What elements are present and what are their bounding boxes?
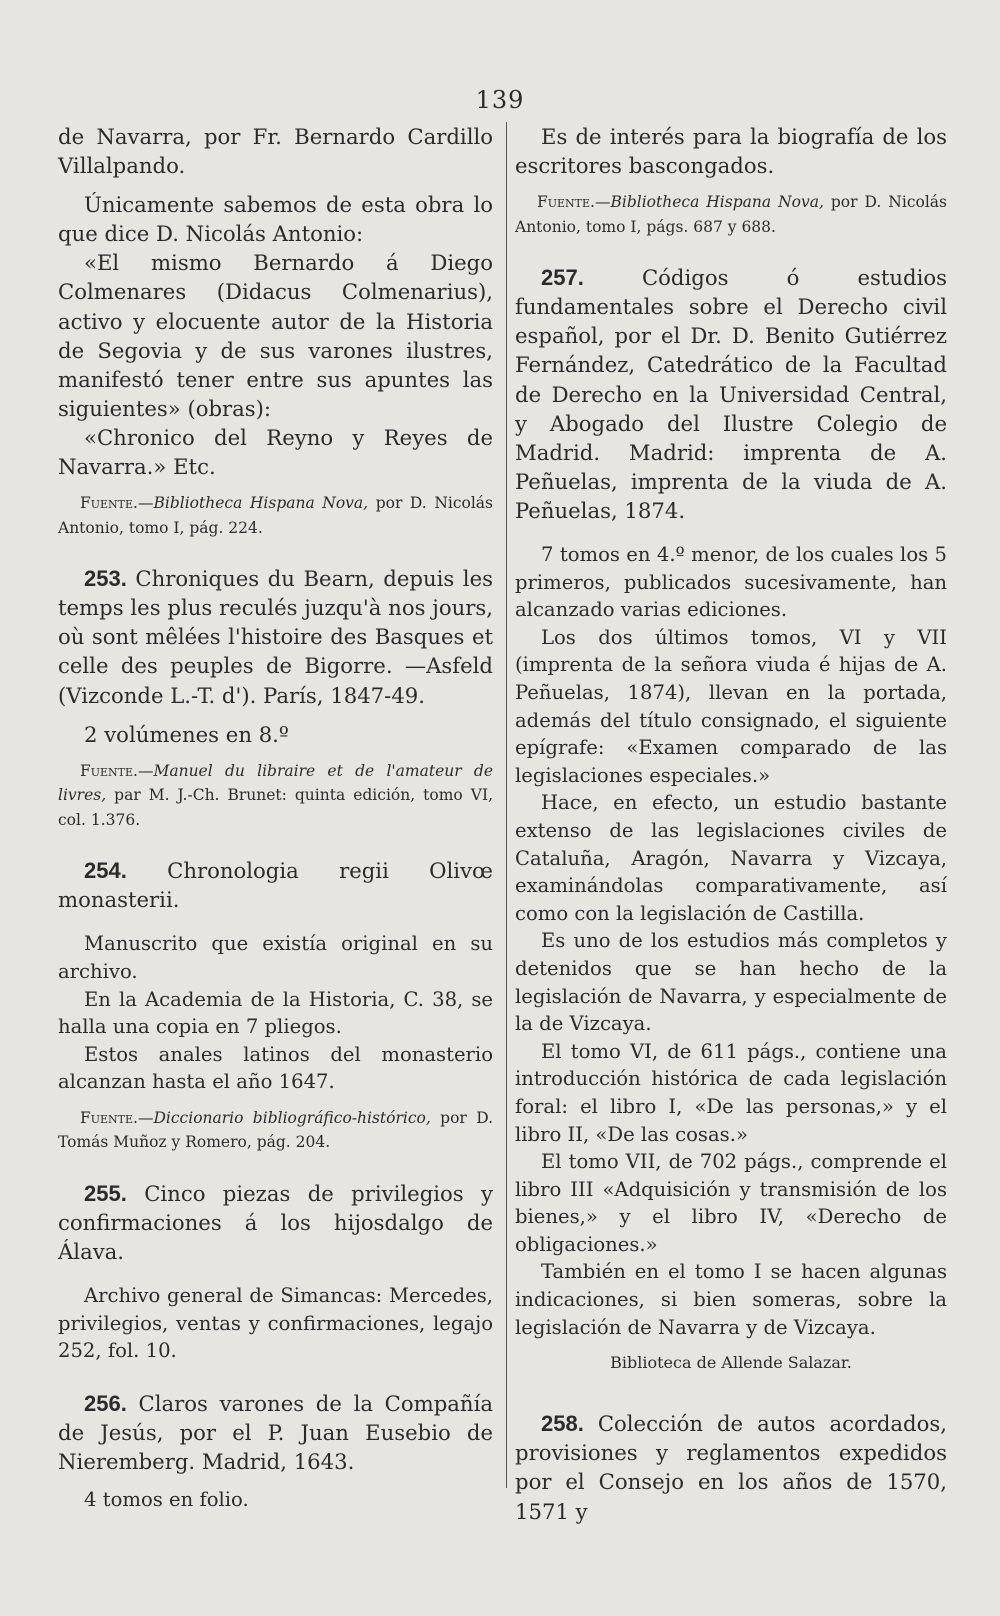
source-label: Fuente.— xyxy=(80,1108,154,1127)
entry-number: 255. xyxy=(84,1180,127,1206)
source-title: Diccionario bibliográfico-histórico, xyxy=(153,1108,431,1127)
entry-note: En la Academia de la Historia, C. 38, se halla una copia en 7 pliegos. xyxy=(58,987,493,1039)
page-number: 139 xyxy=(475,86,525,114)
source-citation xyxy=(515,190,947,239)
entry-number: 257. xyxy=(541,265,584,291)
source-label: Fuente.— xyxy=(537,193,611,212)
left-column xyxy=(58,122,493,1514)
entry-253 xyxy=(58,564,493,709)
continued-entry-text: Es de interés para la biografía de los escritores bascongados. xyxy=(515,124,947,179)
entry-note: Es uno de los estudios más completos y detenidos que se han hecho de la legislación de Navarra, y especialmente de la de Vizcaya. xyxy=(515,929,947,1036)
source-label: Fuente.— xyxy=(80,761,154,780)
source-details: par M. J.-Ch. Brunet: quinta edición, tomo VI, col. 1.376. xyxy=(58,786,493,829)
entry-title: Cinco piezas de privilegios y confirmaciones á los hijosdalgo de Álava. xyxy=(58,1180,493,1265)
entry-258 xyxy=(515,1409,947,1525)
entry-title: Claros varones de la Compañía de Jesús, por el P. Juan Eusebio de Nieremberg. Madrid, 1643. xyxy=(58,1391,493,1475)
source-title: Bibliotheca Hispana Nova, xyxy=(153,494,369,513)
entry-title: Colección de autos acordados, provisiones y reglamentos expedidos por el Consejo en los años de 1570, 1571 y xyxy=(515,1411,947,1524)
entry-number: 254. xyxy=(84,858,127,884)
source-details: por D. Tomás Muñoz y Romero, pág. 204. xyxy=(58,1108,494,1152)
source-details: por D. Nicolás Antonio, tomo I, pág. 224. xyxy=(58,494,493,537)
source-citation xyxy=(58,759,493,833)
entry-note: 2 volúmenes en 8.º xyxy=(84,721,289,747)
entry-number: 256. xyxy=(84,1391,127,1416)
library-credit: Biblioteca de Allende Salazar. xyxy=(610,1353,852,1373)
entry-note: Archivo general de Simancas: Mercedes, privilegios, ventas y confirmaciones, legajo 252, fol. 10. xyxy=(58,1284,493,1363)
source-citation xyxy=(58,491,493,540)
entry-note: El tomo VII, de 702 págs., comprende el libro III «Adquisición y transmisión de los bienes,» y el libro IV, «Derecho de obligaciones.» xyxy=(515,1150,947,1256)
source-details: por D. Nicolás Antonio, tomo I, págs. 687 y 688. xyxy=(515,193,947,236)
quote-paragraph: «El mismo Bernardo á Diego Colmenares (Didacus Colmenarius), activo y elocuente autor de la Historia de Segovia y de sus varones ilustres, manifestó tener entre sus apuntes las siguientes» (obras): xyxy=(58,250,493,421)
entry-note: También en el tomo I se hacen algunas indicaciones, si bien someras, sobre la legislación de Navarra y de Vizcaya. xyxy=(515,1260,947,1339)
entry-title: Chronologia regii Olivœ monasterii. xyxy=(58,858,493,913)
entry-256 xyxy=(58,1389,493,1476)
quote-paragraph: «Chronico del Reyno y Reyes de Navarra.» Etc. xyxy=(58,424,493,480)
entry-title: Códigos ó estudios fundamentales sobre el Derecho civil español, por el Dr. D. Benito Gutiérrez Fernández, Catedrático de la Facultad de Derecho en la Universidad Central, y Abogado del Ilustre Colegio de Madrid. Madrid: imprenta de A. Peñuelas, imprenta de la viuda de A. Peñuelas, 1874. xyxy=(515,265,947,523)
source-title: Bibliotheca Hispana Nova, xyxy=(610,193,824,212)
entry-254 xyxy=(58,856,493,914)
entry-note: 7 tomos en 4.º menor, de los cuales los 5 primeros, publicados sucesivamente, han alcanzado varias ediciones. xyxy=(515,543,947,622)
entry-note: Los dos últimos tomos, VI y VII (imprenta de la señora viuda é hijas de A. Peñuelas, 1874), llevan en la portada, además del título consignado, el siguiente epígrafe: «Examen comparado de las legislaciones especiales.» xyxy=(515,625,947,787)
right-column xyxy=(506,122,947,1524)
entry-255 xyxy=(58,1179,493,1266)
entry-note: Estos anales latinos del monasterio alcanzan hasta el año 1647. xyxy=(58,1042,493,1094)
continued-entry-text: de Navarra, por Fr. Bernardo Cardillo Villalpando. xyxy=(58,124,493,179)
entry-note: El tomo VI, de 611 págs., contiene una introducción histórica de cada legislación foral: el libro I, «De las personas,» y el libro II, «De las cosas.» xyxy=(515,1039,947,1146)
entry-number: 258. xyxy=(541,1411,584,1437)
source-citation xyxy=(58,1106,493,1155)
source-label: Fuente.— xyxy=(80,494,154,513)
paragraph: Únicamente sabemos de esta obra lo que dice D. Nicolás Antonio: xyxy=(58,192,493,247)
entry-note: 4 tomos en folio. xyxy=(84,1488,249,1512)
entry-note: Manuscrito que existía original en su archivo. xyxy=(58,932,493,983)
entry-number: 253. xyxy=(84,566,127,592)
entry-title: Chroniques du Bearn, depuis les temps les plus reculés juzqu'à nos jours, où sont mêlées l'histoire des Basques et celle des peuples de Bigorre. —Asfeld (Vizconde L.-T. d'). París, 1847-49. xyxy=(58,566,493,708)
source-title: Manuel du libraire et de l'amateur de livres, xyxy=(58,761,493,805)
entry-note: Hace, en efecto, un estudio bastante extenso de las legislaciones civiles de Cataluña, Aragón, Navarra y Vizcaya, examinándolas comparativamente, así como con la legislación de Castilla. xyxy=(515,791,947,925)
entry-257 xyxy=(515,263,947,525)
